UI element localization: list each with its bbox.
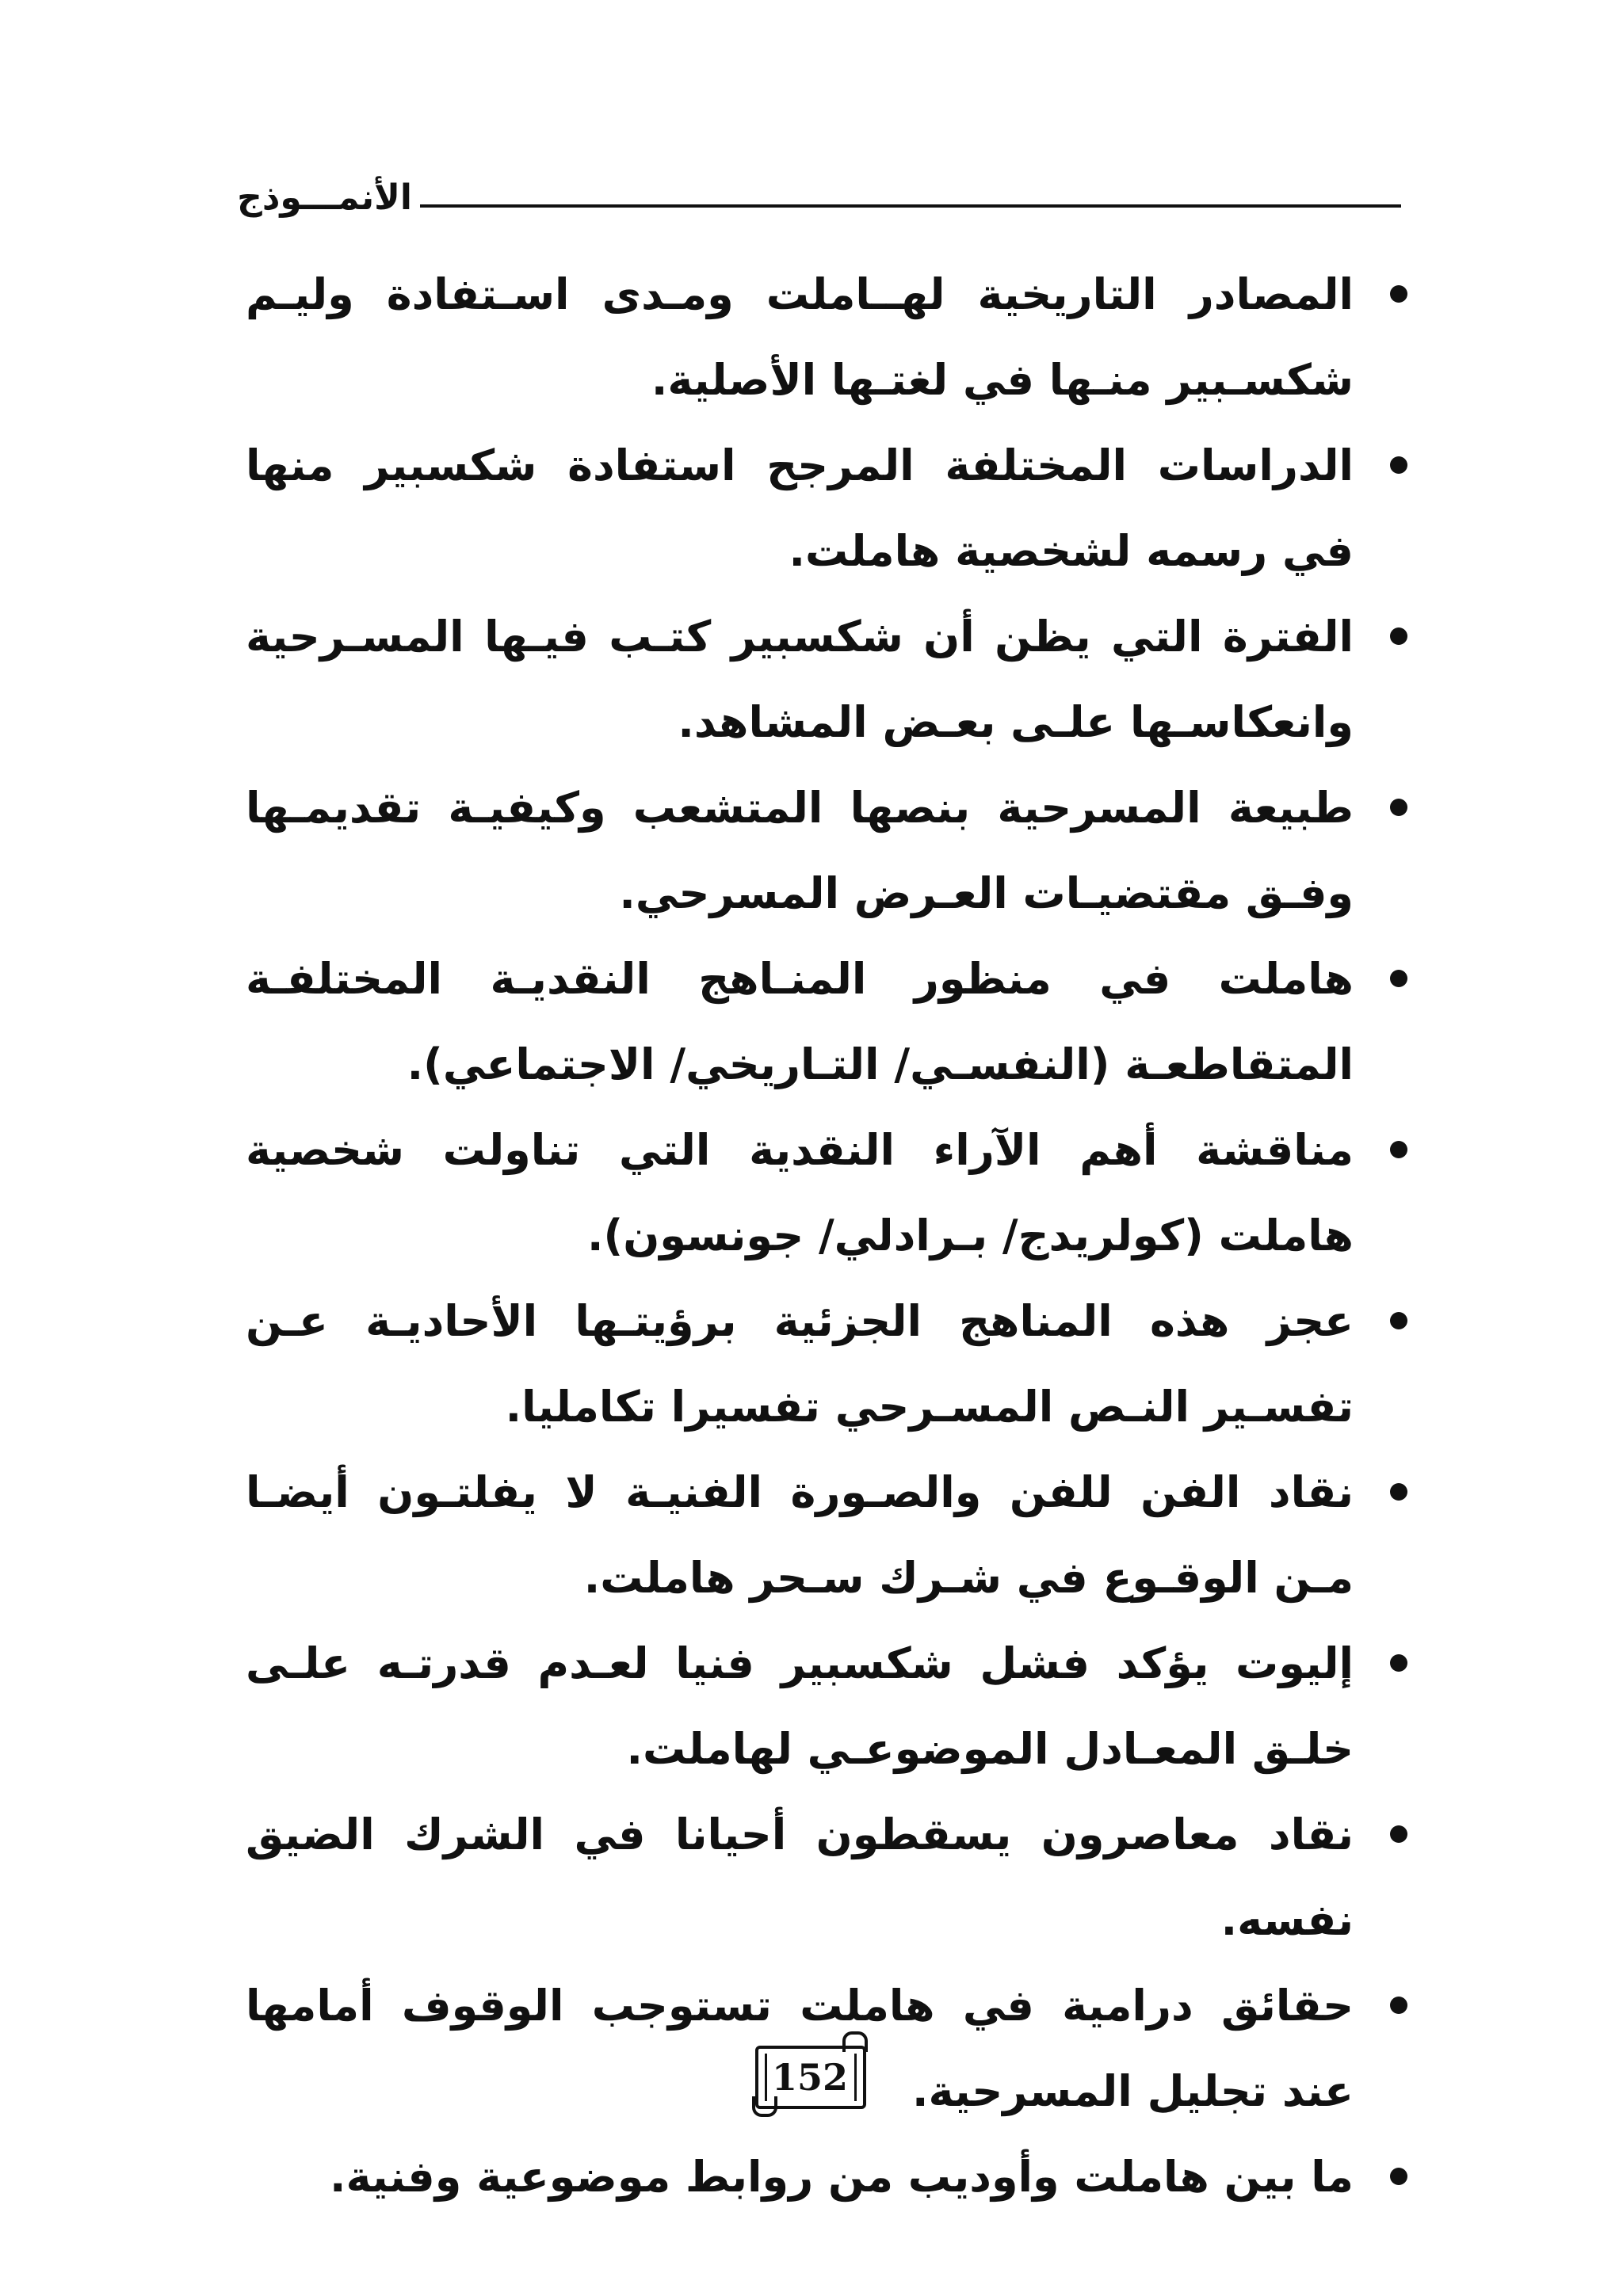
list-item-text: المصادر التاريخية لهــاملت ومـدى اسـتفادة وليـم شكسـبير منـها في لغتـها الأصلية.: [246, 269, 1354, 405]
bullet-icon: [1390, 1483, 1407, 1501]
list-item-text: نقاد الفن للفن والصـورة الفنيـة لا يفلتـون أيضـا مـن الوقـوع في شـرك سـحر هاملت.: [246, 1467, 1354, 1603]
header-rule: [420, 204, 1401, 208]
list-item-text: عجز هذه المناهج الجزئية برؤيتـها الأحاديـة عـن تفسـير النـص المسـرحي تفسيرا تكامليا.: [246, 1296, 1354, 1432]
bullet-icon: [1390, 1997, 1407, 2014]
list-item-text: إليوت يؤكد فشل شكسبير فنيا لعـدم قدرتـه علـى خلـق المعـادل الموضوعـي لهاملت.: [246, 1638, 1354, 1774]
list-item: [246, 1621, 1354, 1792]
list-item-text: الدراسات المختلفة المرجح استفادة شكسبير منها في رسمه لشخصية هاملت.: [246, 441, 1354, 576]
list-item: [246, 1108, 1354, 1279]
list-item-text: هاملت في منظور المنـاهج النقديـة المختلفـة المتقاطعـة (النفسـي/ التـاريخي/ الاجتماعي).: [246, 954, 1354, 1089]
page-number: 152: [771, 2056, 849, 2099]
list-item: [246, 1279, 1354, 1450]
bullet-list: [246, 252, 1354, 2220]
list-item: [246, 252, 1354, 423]
bullet-icon: [1390, 1825, 1407, 1843]
list-item: [246, 2134, 1354, 2220]
bullet-icon: [1390, 1312, 1407, 1329]
list-item-text: طبيعة المسرحية بنصها المتشعب وكيفيـة تقديمـها وفـق مقتضيـات العـرض المسرحي.: [246, 783, 1354, 918]
list-item: [246, 594, 1354, 765]
bullet-icon: [1390, 627, 1407, 645]
running-header: [238, 176, 1401, 231]
bullet-icon: [1390, 1141, 1407, 1158]
list-item: [246, 936, 1354, 1108]
bullet-icon: [1390, 970, 1407, 987]
list-item: [246, 423, 1354, 594]
list-item-text: مناقشة أهم الآراء النقدية التي تناولت شخصية هاملت (كولريدج/ بـرادلي/ جونسون).: [246, 1125, 1354, 1261]
bullet-icon: [1390, 799, 1407, 816]
list-item-text: الفترة التي يظن أن شكسبير كتـب فيـها المسـرحية وانعكاسـها علـى بعـض المشاهد.: [246, 612, 1354, 747]
bullet-icon: [1390, 2168, 1407, 2185]
bullet-icon: [1390, 1654, 1407, 1672]
bullet-icon: [1390, 285, 1407, 303]
running-header-title: الأنمـــوذج: [237, 177, 412, 218]
bullet-icon: [1390, 456, 1407, 474]
list-item: [246, 1450, 1354, 1621]
list-item-text: نقاد معاصرون يسقطون أحيانا في الشرك الضيق نفسه.: [246, 1810, 1354, 1945]
list-item: [246, 765, 1354, 936]
list-item-text: ما بين هاملت وأوديب من روابط موضوعية وفنية.: [330, 2152, 1354, 2202]
list-item-text: حقائق درامية في هاملت تستوجب الوقوف أمامها عند تجليل المسرحية.: [246, 1981, 1354, 2116]
list-item: [246, 1792, 1354, 1963]
page-number-scroll: [747, 2028, 873, 2120]
